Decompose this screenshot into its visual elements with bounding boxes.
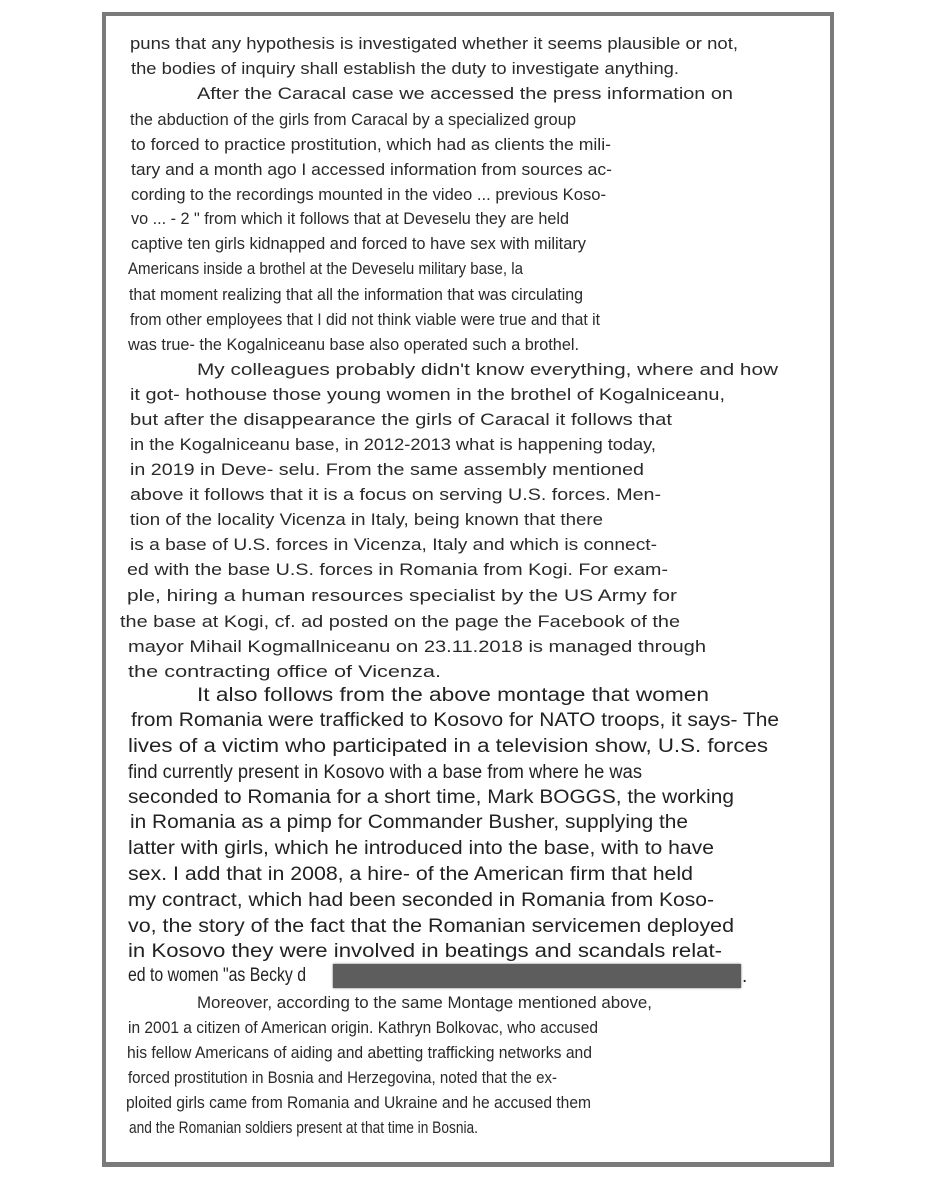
- text-line: vo, the story of the fact that the Romanian servicemen deployed: [128, 916, 734, 937]
- text-line: the contracting office of Vicenza.: [128, 662, 441, 681]
- text-line: in Kosovo they were involved in beatings and scandals relat-: [128, 941, 722, 962]
- text-line: from Romania were trafficked to Kosovo for NATO troops, it says- The: [131, 710, 779, 731]
- text-line: in 2019 in Deve- selu. From the same assembly mentioned: [130, 460, 644, 479]
- redaction-box: [333, 964, 741, 988]
- text-line: that moment realizing that all the information that was circulating: [129, 285, 583, 304]
- text-line: in Romania as a pimp for Commander Busher, supplying the: [130, 812, 688, 833]
- text-line: find currently present in Kosovo with a base from where he was: [128, 762, 642, 783]
- text-line: in 2001 a citizen of American origin. Kathryn Bolkovac, who accused: [128, 1018, 598, 1037]
- text-line: latter with girls, which he introduced into the base, with to have: [128, 838, 714, 859]
- text-line: in the Kogalniceanu base, in 2012-2013 what is happening today,: [130, 435, 656, 454]
- text-line: above it follows that it is a focus on serving U.S. forces. Men-: [130, 485, 661, 504]
- text-line: sex. I add that in 2008, a hire- of the American firm that held: [128, 864, 693, 885]
- text-line: lives of a victim who participated in a television show, U.S. forces: [128, 736, 768, 757]
- text-line: cording to the recordings mounted in the video ... previous Koso-: [131, 185, 606, 204]
- text-line: ploited girls came from Romania and Ukraine and he accused them: [126, 1093, 591, 1112]
- text-line: ple, hiring a human resources specialist by the US Army for: [127, 586, 677, 605]
- text-line: It also follows from the above montage that women: [197, 685, 709, 706]
- text-line: the base at Kogi, cf. ad posted on the page the Facebook of the: [120, 612, 680, 631]
- text-line: ed to women "as Becky d: [128, 965, 306, 986]
- text-line: ed with the base U.S. forces in Romania from Kogi. For exam-: [127, 560, 668, 579]
- text-line: captive ten girls kidnapped and forced to have sex with military: [131, 234, 586, 253]
- text-line: forced prostitution in Bosnia and Herzegovina, noted that the ex-: [128, 1068, 557, 1087]
- text-line: to forced to practice prostitution, which had as clients the mili-: [131, 135, 611, 154]
- text-line: puns that any hypothesis is investigated whether it seems plausible or not,: [130, 34, 739, 53]
- text-line: My colleagues probably didn't know everything, where and how: [197, 360, 778, 379]
- text-line: my contract, which had been seconded in Romania from Koso-: [128, 890, 714, 911]
- text-line: mayor Mihail Kogmallniceanu on 23.11.2018 is managed through: [128, 637, 706, 656]
- redaction-period: .: [742, 966, 748, 987]
- text-line: and the Romanian soldiers present at that time in Bosnia.: [129, 1118, 478, 1137]
- text-line: the abduction of the girls from Caracal by a specialized group: [130, 110, 576, 129]
- text-line: it got- hothouse those young women in the brothel of Kogalniceanu,: [130, 385, 725, 404]
- text-line: tary and a month ago I accessed information from sources ac-: [131, 160, 612, 179]
- text-line: Moreover, according to the same Montage mentioned above,: [197, 993, 652, 1012]
- text-line: but after the disappearance the girls of Caracal it follows that: [130, 410, 672, 429]
- text-line: from other employees that I did not think viable were true and that it: [130, 310, 600, 329]
- text-line: the bodies of inquiry shall establish the duty to investigate anything.: [131, 59, 679, 78]
- text-line: was true- the Kogalniceanu base also operated such a brothel.: [128, 335, 579, 354]
- text-line: is a base of U.S. forces in Vicenza, Italy and which is connect-: [130, 535, 657, 554]
- text-line: Americans inside a brothel at the Deveselu military base, la: [128, 259, 523, 278]
- text-line: tion of the locality Vicenza in Italy, being known that there: [130, 510, 603, 529]
- text-line: vo ... - 2 " from which it follows that at Deveselu they are held: [131, 209, 569, 228]
- text-line: seconded to Romania for a short time, Mark BOGGS, the working: [128, 787, 734, 808]
- text-line: After the Caracal case we accessed the press information on: [197, 84, 733, 103]
- text-line: his fellow Americans of aiding and abetting trafficking networks and: [127, 1043, 592, 1062]
